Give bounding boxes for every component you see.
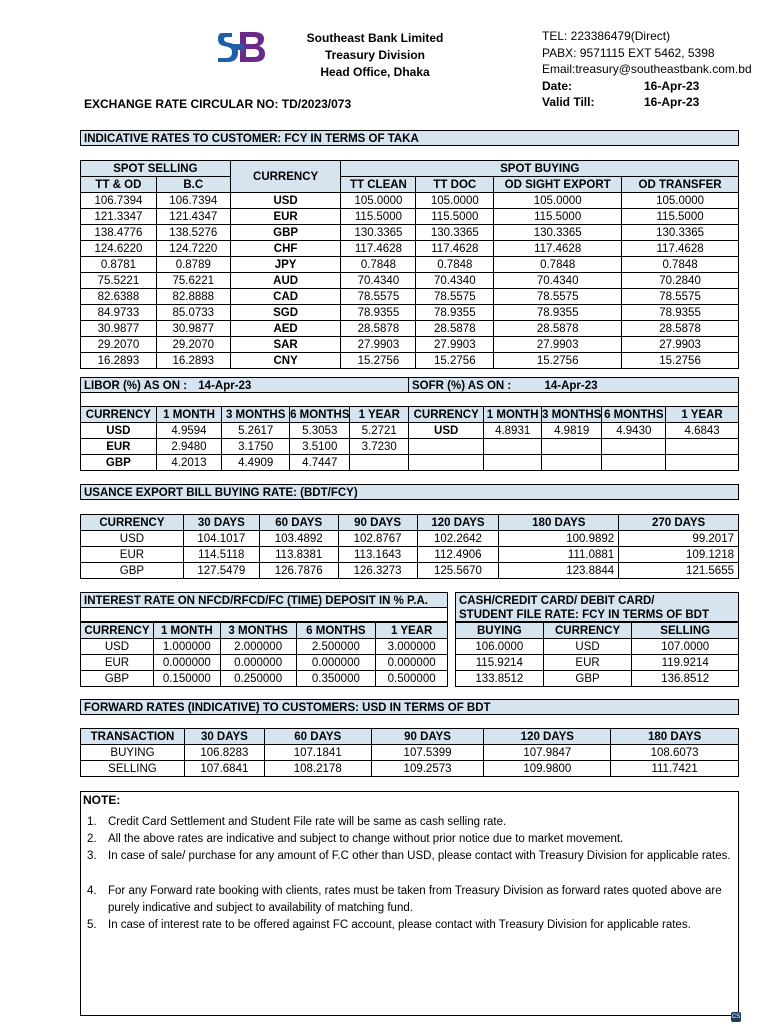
forward-section-title: FORWARD RATES (INDICATIVE) TO CUSTOMERS: USD IN TERMS OF BDT <box>80 699 739 715</box>
indicative-rates-table <box>80 160 739 369</box>
currency-cell: CAD <box>230 289 341 305</box>
rate-cell: 125.5670 <box>417 563 499 579</box>
rate-cell: 75.5221 <box>81 273 157 289</box>
note-number: 3. <box>87 850 97 862</box>
interest-section-title: INTEREST RATE ON NFCD/RFCD/FC (TIME) DEPOSIT IN % P.A. <box>80 592 448 608</box>
table-row <box>456 655 739 671</box>
rate-cell: 3.000000 <box>376 639 448 655</box>
libor-table <box>80 406 409 471</box>
rate-cell: 4.9594 <box>156 423 222 439</box>
rate-cell: 4.2013 <box>156 455 222 471</box>
rate-cell: 106.8283 <box>184 745 264 761</box>
table-row <box>81 353 739 369</box>
rate-cell: 84.9733 <box>81 305 157 321</box>
column-header: OD TRANSFER <box>622 177 739 193</box>
rate-cell: 29.2070 <box>156 337 230 353</box>
rate-cell: 117.4628 <box>494 241 622 257</box>
column-header: 60 DAYS <box>259 515 338 531</box>
rate-cell: 27.9903 <box>622 337 739 353</box>
note-item <box>87 814 735 831</box>
rate-cell: 115.5000 <box>416 209 494 225</box>
column-header: 3 MONTHS <box>541 408 602 421</box>
rate-cell: 123.8844 <box>499 563 619 579</box>
currency-cell: AED <box>230 321 341 337</box>
rate-cell: 133.8512 <box>456 671 544 687</box>
rate-cell: 27.9903 <box>494 337 622 353</box>
table-row <box>409 423 739 439</box>
valid-label: Valid Till: <box>542 95 595 109</box>
rate-cell: 5.3053 <box>290 423 350 439</box>
table-row <box>81 289 739 305</box>
column-header: 270 DAYS <box>619 515 739 531</box>
rate-cell: 0.000000 <box>153 655 220 671</box>
note-number: 2. <box>87 833 97 845</box>
rate-cell: 138.5276 <box>156 225 230 241</box>
interest-spacer <box>80 608 448 622</box>
key-cell: GBP <box>81 563 184 579</box>
column-header: TT DOC <box>416 177 494 193</box>
bank-division: Treasury Division <box>324 48 426 62</box>
note-text: For any Forward rate booking with clients, rates must be taken from Treasury Division as forward rates quoted above are purely indicative and subject to availability of matching fund. <box>108 885 722 914</box>
rate-cell: 103.4892 <box>259 531 338 547</box>
column-header: 180 DAYS <box>611 729 739 745</box>
table-row <box>81 225 739 241</box>
rate-cell: 5.2617 <box>222 423 290 439</box>
rate-cell: 28.5878 <box>622 321 739 337</box>
bank-office: Head Office, Dhaka <box>320 65 430 79</box>
rate-cell: 115.9214 <box>456 655 544 671</box>
key-cell: GBP <box>81 455 157 471</box>
column-header: 1 YEAR <box>350 407 409 423</box>
column-header: 120 DAYS <box>484 729 611 745</box>
table-row <box>81 321 739 337</box>
rate-cell: 4.6843 <box>666 423 739 439</box>
rate-cell: 70.4340 <box>416 273 494 289</box>
note-text: In case of interest rate to be offered against FC account, please contact with Treasury Division for applicable rates. <box>108 919 691 931</box>
key-cell: GBP <box>81 671 154 687</box>
column-header: 1 YEAR <box>376 623 448 639</box>
key-cell: USD <box>81 639 154 655</box>
key-cell: EUR <box>81 655 154 671</box>
rate-cell: 124.6220 <box>81 241 157 257</box>
column-header: TT CLEAN <box>341 177 416 193</box>
currency-cell: GBP <box>230 225 341 241</box>
rate-cell: 102.8767 <box>338 531 417 547</box>
sofr-date: 14-Apr-23 <box>544 380 598 392</box>
rate-cell: 0.8781 <box>81 257 157 273</box>
bank-name: Southeast Bank Limited <box>306 31 444 45</box>
rate-cell: 114.5118 <box>183 547 259 563</box>
usance-table <box>80 514 739 579</box>
table-row <box>81 209 739 225</box>
libor-sofr-spacer <box>80 393 739 407</box>
column-header: 3 MONTHS <box>222 407 290 423</box>
rate-cell: 15.2756 <box>341 353 416 369</box>
bank-header <box>290 30 460 81</box>
column-header: 1 MONTH <box>156 407 222 423</box>
column-header: 6 MONTHS <box>602 407 666 423</box>
rate-cell: 109.2573 <box>371 761 484 777</box>
rate-cell: 0.7848 <box>341 257 416 273</box>
cash-section-title <box>455 592 739 622</box>
table-row <box>81 439 409 455</box>
column-header: SELLING <box>632 623 739 639</box>
rate-cell: 106.7394 <box>81 193 157 209</box>
column-header: 120 DAYS <box>417 515 499 531</box>
rate-cell: 78.5575 <box>622 289 739 305</box>
note-number: 1. <box>87 816 97 828</box>
header-row <box>409 407 739 423</box>
rate-cell: 107.6841 <box>184 761 264 777</box>
table-row <box>81 337 739 353</box>
rate-cell: 108.6073 <box>611 745 739 761</box>
column-header: CURRENCY <box>409 407 484 423</box>
table-row <box>81 193 739 209</box>
currency-cell: SAR <box>230 337 341 353</box>
currency-cell: EUR <box>230 209 341 225</box>
rate-cell: 2.9480 <box>156 439 222 455</box>
rate-cell: 70.2840 <box>622 273 739 289</box>
note-item <box>87 917 735 934</box>
table-row <box>81 655 448 671</box>
table-row <box>81 671 448 687</box>
key-cell: GBP <box>543 671 632 687</box>
table-row <box>81 563 739 579</box>
rate-cell: 4.4909 <box>222 455 290 471</box>
libor-date: 14-Apr-23 <box>198 380 252 392</box>
table-row <box>456 671 739 687</box>
rate-cell <box>666 455 739 471</box>
rate-cell: 2.000000 <box>220 639 296 655</box>
rate-cell: 121.5655 <box>619 563 739 579</box>
rate-cell: 0.7848 <box>416 257 494 273</box>
note-item <box>87 883 735 917</box>
note-number: 4. <box>87 885 97 897</box>
key-cell: USD <box>81 531 184 547</box>
rate-cell: 15.2756 <box>622 353 739 369</box>
rate-cell: 113.1643 <box>338 547 417 563</box>
rate-cell <box>666 439 739 455</box>
rate-cell: 104.1017 <box>183 531 259 547</box>
rate-cell: 126.3273 <box>338 563 417 579</box>
rate-cell: 29.2070 <box>81 337 157 353</box>
rate-cell: 105.0000 <box>622 193 739 209</box>
contact-block <box>542 28 768 111</box>
rate-cell: 136.8512 <box>632 671 739 687</box>
rate-cell: 105.0000 <box>494 193 622 209</box>
rate-cell: 2.500000 <box>296 639 376 655</box>
rate-cell: 78.5575 <box>341 289 416 305</box>
rate-cell: 0.500000 <box>376 671 448 687</box>
column-header: 6 MONTHS <box>290 408 350 421</box>
interest-table <box>80 622 448 687</box>
rate-cell: 27.9903 <box>416 337 494 353</box>
rate-cell: 108.2178 <box>264 761 371 777</box>
currency-header: CURRENCY <box>230 161 341 193</box>
column-header: CURRENCY <box>81 515 184 531</box>
rate-cell: 117.4628 <box>416 241 494 257</box>
rate-cell: 4.7447 <box>290 455 350 471</box>
rate-cell: 107.0000 <box>632 639 739 655</box>
rate-cell: 124.7220 <box>156 241 230 257</box>
table-row <box>409 455 739 471</box>
header-row <box>81 729 739 745</box>
rate-cell <box>541 439 601 455</box>
rate-cell: 138.4776 <box>81 225 157 241</box>
key-cell <box>409 439 484 455</box>
currency-cell: SGD <box>230 305 341 321</box>
rate-cell: 5.2721 <box>350 423 409 439</box>
rate-cell: 99.2017 <box>619 531 739 547</box>
rate-cell: 82.8888 <box>156 289 230 305</box>
rate-cell: 130.3365 <box>341 225 416 241</box>
rate-cell: 111.7421 <box>611 761 739 777</box>
rate-cell: 121.3347 <box>81 209 157 225</box>
column-header: 6 MONTHS <box>296 623 376 639</box>
rate-cell: 102.2642 <box>417 531 499 547</box>
usance-section-title: USANCE EXPORT BILL BUYING RATE: (BDT/FCY) <box>80 484 739 500</box>
table-row <box>81 745 739 761</box>
rate-cell: 109.9800 <box>484 761 611 777</box>
rate-cell: 107.1841 <box>264 745 371 761</box>
key-cell: USD <box>81 423 157 439</box>
table-row <box>81 639 448 655</box>
rate-cell: 117.4628 <box>622 241 739 257</box>
rate-cell: 28.5878 <box>416 321 494 337</box>
rate-cell: 78.9355 <box>622 305 739 321</box>
column-header: TRANSACTION <box>81 729 185 745</box>
rate-cell: 106.0000 <box>456 639 544 655</box>
table-row <box>409 439 739 455</box>
column-header: BUYING <box>456 623 544 639</box>
currency-cell: JPY <box>230 257 341 273</box>
cash-title-line1: CASH/CREDIT CARD/ DEBIT CARD/ <box>459 595 655 607</box>
rate-cell: 105.0000 <box>416 193 494 209</box>
table-row <box>81 423 409 439</box>
rate-cell <box>602 455 666 471</box>
header-row <box>81 407 409 423</box>
column-header: 3 MONTHS <box>220 623 296 639</box>
rate-cell: 107.9847 <box>484 745 611 761</box>
rate-cell: 3.5100 <box>290 439 350 455</box>
table-row <box>81 531 739 547</box>
rate-cell: 0.8789 <box>156 257 230 273</box>
notes-box <box>80 791 739 1016</box>
column-header: 1 YEAR <box>666 407 739 423</box>
valid-value: 16-Apr-23 <box>644 95 700 109</box>
rate-cell: 28.5878 <box>494 321 622 337</box>
table-row <box>81 455 409 471</box>
rate-cell: 28.5878 <box>341 321 416 337</box>
table-row <box>81 257 739 273</box>
rate-cell <box>484 439 542 455</box>
rate-cell: 0.000000 <box>296 655 376 671</box>
key-cell: SELLING <box>81 761 185 777</box>
rate-cell: 3.7230 <box>350 439 409 455</box>
rate-cell: 82.6388 <box>81 289 157 305</box>
note-number: 5. <box>87 919 97 931</box>
rate-cell: 115.5000 <box>341 209 416 225</box>
rate-cell: 78.9355 <box>341 305 416 321</box>
rate-cell: 4.9819 <box>541 423 601 439</box>
rate-cell: 117.4628 <box>341 241 416 257</box>
rate-cell: 106.7394 <box>156 193 230 209</box>
spot-buying-header: SPOT BUYING <box>341 161 739 177</box>
column-header: 1 MONTH <box>153 623 220 639</box>
contact-pabx: PABX: 9571115 EXT 5462, 5398 <box>542 45 715 60</box>
key-cell: USD <box>409 423 484 439</box>
header-row <box>456 623 739 639</box>
note-text: In case of sale/ purchase for any amount of F.C other than USD, please contact with Treasury Division for applicable rates. <box>108 850 731 862</box>
header-row <box>81 623 448 639</box>
rate-cell: 130.3365 <box>494 225 622 241</box>
column-header: 30 DAYS <box>183 515 259 531</box>
rate-cell: 115.5000 <box>622 209 739 225</box>
column-header: B.C <box>156 177 230 193</box>
rate-cell: 127.5479 <box>183 563 259 579</box>
rate-cell: 16.2893 <box>156 353 230 369</box>
bank-logo-icon <box>218 30 266 64</box>
rate-cell: 115.5000 <box>494 209 622 225</box>
rate-cell: 85.0733 <box>156 305 230 321</box>
table-row <box>81 273 739 289</box>
sofr-section-title <box>408 377 739 393</box>
camscanner-icon: CS <box>731 1014 741 1020</box>
rate-cell: 112.4906 <box>417 547 499 563</box>
rate-cell: 0.350000 <box>296 671 376 687</box>
rate-cell: 16.2893 <box>81 353 157 369</box>
table-row <box>456 639 739 655</box>
key-cell: USD <box>543 639 632 655</box>
rate-cell: 130.3365 <box>622 225 739 241</box>
column-header: 90 DAYS <box>338 515 417 531</box>
contact-tel: TEL: 223386479(Direct) <box>542 29 671 43</box>
rate-cell: 15.2756 <box>494 353 622 369</box>
rate-cell: 107.5399 <box>371 745 484 761</box>
note-text: Credit Card Settlement and Student File rate will be same as cash selling rate. <box>108 816 507 828</box>
key-cell: EUR <box>81 547 184 563</box>
cash-table <box>455 622 739 687</box>
key-cell: EUR <box>543 655 632 671</box>
notes-title: NOTE: <box>83 793 121 807</box>
rate-cell: 78.5575 <box>494 289 622 305</box>
table-row <box>81 305 739 321</box>
rate-cell: 119.9214 <box>632 655 739 671</box>
rate-cell <box>602 439 666 455</box>
header-row <box>81 515 739 531</box>
column-header: 60 DAYS <box>264 729 371 745</box>
currency-cell: USD <box>230 193 341 209</box>
circular-number: EXCHANGE RATE CIRCULAR NO: TD/2023/073 <box>84 97 352 111</box>
rate-cell: 78.5575 <box>416 289 494 305</box>
note-item <box>87 831 735 848</box>
rate-cell: 3.1750 <box>222 439 290 455</box>
currency-cell: AUD <box>230 273 341 289</box>
cash-title-line2: STUDENT FILE RATE: FCY IN TERMS OF BDT <box>459 609 710 621</box>
key-cell: BUYING <box>81 745 185 761</box>
date-label: Date: <box>542 78 573 93</box>
rate-cell <box>350 455 409 471</box>
rate-cell: 100.9892 <box>499 531 619 547</box>
rate-cell: 27.9903 <box>341 337 416 353</box>
rate-cell: 70.4340 <box>494 273 622 289</box>
key-cell <box>409 455 484 471</box>
column-header: TT & OD <box>81 177 157 193</box>
rate-cell: 0.150000 <box>153 671 220 687</box>
column-header: 1 MONTH <box>484 407 542 423</box>
rate-cell: 30.9877 <box>156 321 230 337</box>
libor-title: LIBOR (%) AS ON : <box>84 380 188 392</box>
column-header: CURRENCY <box>81 407 157 423</box>
rate-cell: 111.0881 <box>499 547 619 563</box>
rate-cell: 109.1218 <box>619 547 739 563</box>
rate-cell: 0.000000 <box>376 655 448 671</box>
table-row <box>81 547 739 563</box>
rate-cell: 0.250000 <box>220 671 296 687</box>
rate-cell: 1.000000 <box>153 639 220 655</box>
rate-cell: 4.9430 <box>602 423 666 439</box>
column-header: 90 DAYS <box>371 729 484 745</box>
rate-cell: 70.4340 <box>341 273 416 289</box>
rate-cell: 126.7876 <box>259 563 338 579</box>
indicative-section-title: INDICATIVE RATES TO CUSTOMER: FCY IN TERMS OF TAKA <box>80 130 739 146</box>
rate-cell: 105.0000 <box>341 193 416 209</box>
table-row <box>81 761 739 777</box>
rate-cell: 30.9877 <box>81 321 157 337</box>
currency-cell: CHF <box>230 241 341 257</box>
rate-cell: 0.7848 <box>622 257 739 273</box>
column-header: CURRENCY <box>81 623 154 639</box>
rate-cell: 121.4347 <box>156 209 230 225</box>
key-cell: EUR <box>81 439 157 455</box>
rate-cell: 113.8381 <box>259 547 338 563</box>
note-item <box>87 848 735 865</box>
column-header: OD SIGHT EXPORT <box>494 177 622 193</box>
date-value: 16-Apr-23 <box>644 78 700 93</box>
sofr-title: SOFR (%) AS ON : <box>412 380 512 392</box>
libor-section-title <box>80 377 409 393</box>
rate-cell: 4.8931 <box>484 423 542 439</box>
column-header: 30 DAYS <box>184 729 264 745</box>
column-header: 180 DAYS <box>499 515 619 531</box>
rate-cell: 130.3365 <box>416 225 494 241</box>
column-header: CURRENCY <box>543 623 632 639</box>
table-row <box>81 241 739 257</box>
rate-cell: 0.000000 <box>220 655 296 671</box>
rate-cell: 75.6221 <box>156 273 230 289</box>
spot-selling-header: SPOT SELLING <box>81 161 231 177</box>
rate-cell: 78.9355 <box>494 305 622 321</box>
rate-cell: 15.2756 <box>416 353 494 369</box>
currency-cell: CNY <box>230 353 341 369</box>
rate-cell: 0.7848 <box>494 257 622 273</box>
contact-email[interactable]: Email:treasury@southeastbank.com.bd <box>542 62 752 76</box>
rate-cell <box>484 455 542 471</box>
note-text: All the above rates are indicative and subject to change without prior notice due to market movement. <box>108 833 624 845</box>
rate-cell <box>541 455 601 471</box>
forward-table <box>80 728 739 777</box>
sofr-table <box>408 406 739 471</box>
rate-cell: 78.9355 <box>416 305 494 321</box>
